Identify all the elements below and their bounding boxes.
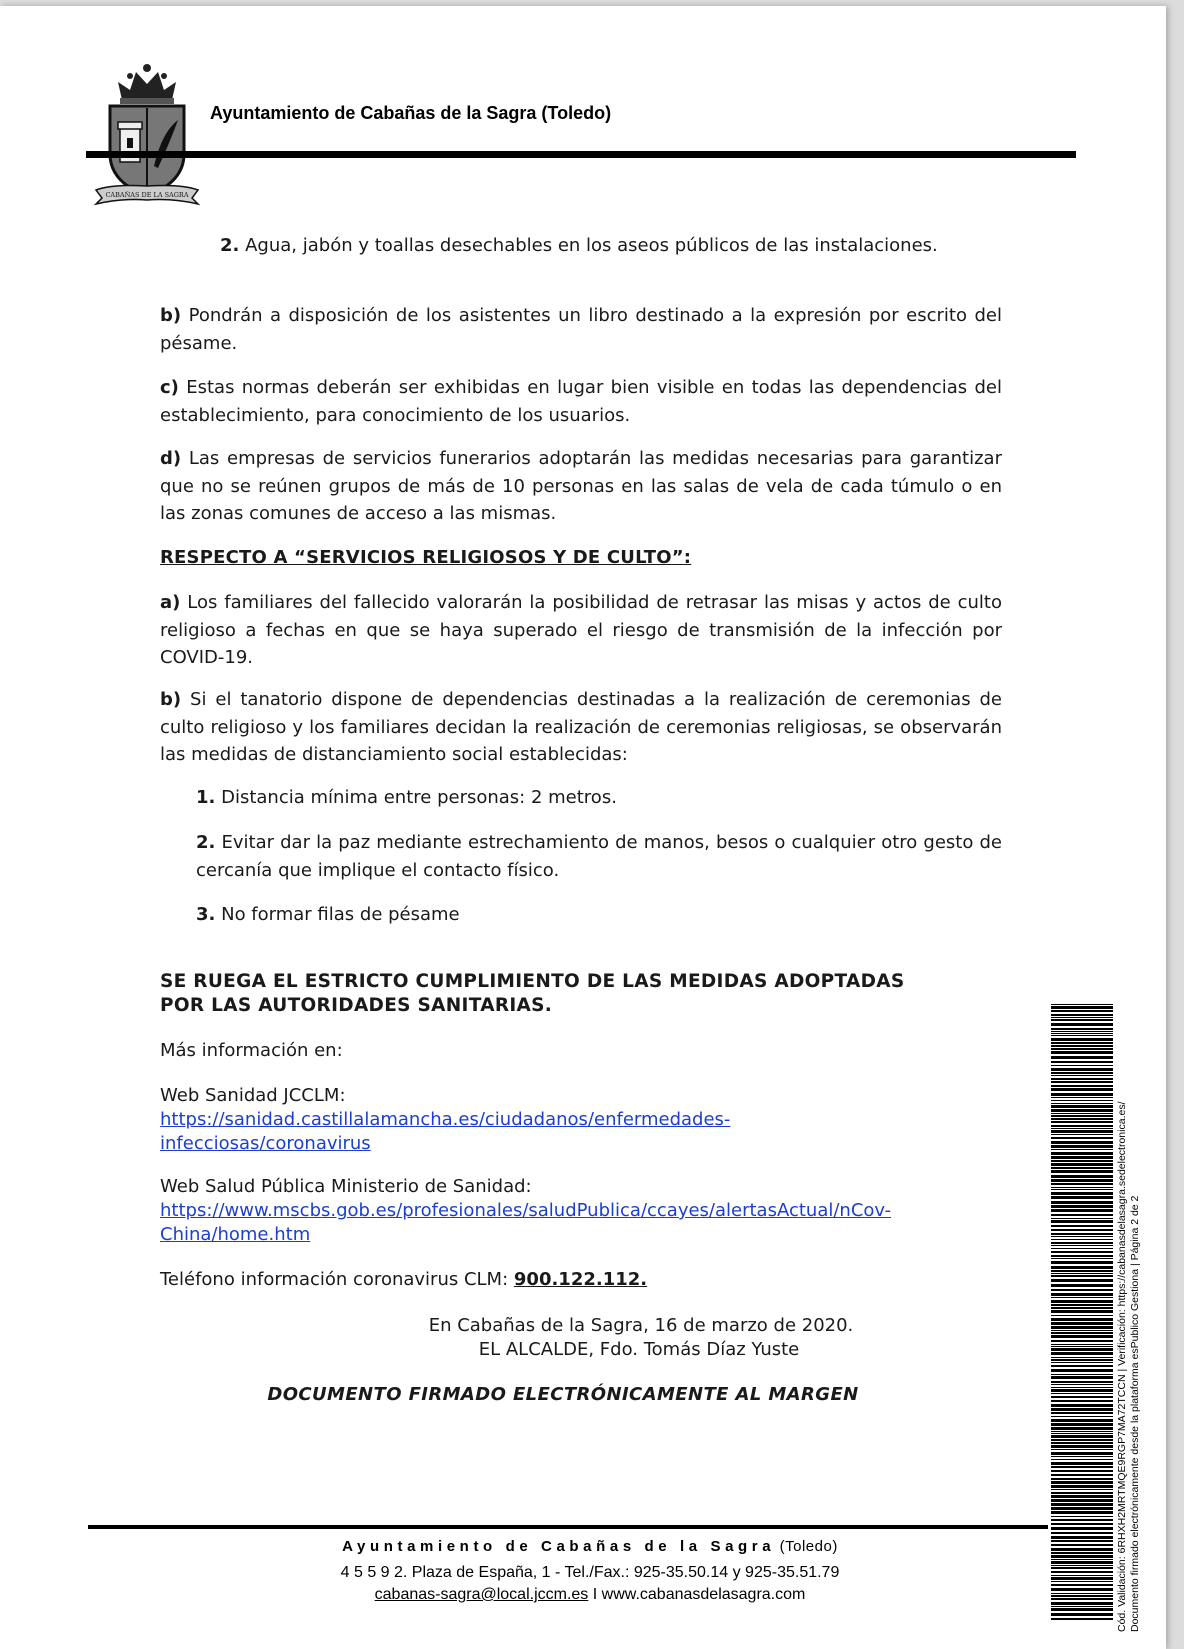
barcode-bar xyxy=(1051,1532,1113,1534)
jccm-label: Web Sanidad JCCLM: xyxy=(160,1085,346,1106)
barcode-bar xyxy=(1051,1593,1113,1594)
barcode-bar xyxy=(1051,1489,1113,1490)
barcode-bar xyxy=(1051,1205,1113,1208)
barcode-bar xyxy=(1051,1581,1113,1582)
paragraph-label: b) xyxy=(160,689,182,710)
barcode-bar xyxy=(1051,1081,1113,1083)
phone-number: 900.122.112. xyxy=(513,1269,648,1290)
barcode-bar xyxy=(1051,1365,1113,1367)
barcode-bar xyxy=(1051,1462,1113,1465)
barcode-bar xyxy=(1051,1523,1113,1525)
barcode-bar xyxy=(1051,1038,1113,1041)
barcode-bar xyxy=(1051,1078,1113,1080)
list-item-3 xyxy=(196,901,1002,929)
barcode-bar xyxy=(1051,1121,1113,1123)
barcode-bar xyxy=(1051,1470,1113,1472)
footer-website[interactable]: www.cabanasdelasagra.com xyxy=(601,1586,806,1603)
barcode-bar xyxy=(1051,1474,1113,1476)
barcode-bar xyxy=(1051,1503,1113,1506)
section-heading: RESPECTO A “SERVICIOS RELIGIOSOS Y DE CULTO”: xyxy=(160,547,692,568)
barcode-bar xyxy=(1051,1293,1113,1296)
ministry-link-part-1[interactable]: https://www.mscbs.gob.es/profesionales/saludPublica/ccayes/alertasActual/nCov- xyxy=(160,1200,892,1221)
footer-address: 4 5 5 9 2. Plaza de España, 1 - Tel./Fax.: 925-35.50.14 y 925-35.51.79 xyxy=(340,1564,840,1581)
paragraph-text: Las empresas de servicios funerarios adoptarán las medidas necesarias para garantizar que no se reúnen grupos de más de 10 personas en las salas de vela de cada túmulo o en las zonas comunes de acceso a las mismas. xyxy=(160,448,1002,524)
ministry-link[interactable] xyxy=(160,1199,1002,1247)
signed-notice: DOCUMENTO FIRMADO ELECTRÓNICAMENTE AL MARGEN xyxy=(267,1384,859,1405)
municipal-crest-logo xyxy=(92,62,202,208)
paragraph-label: b) xyxy=(160,305,182,326)
barcode-bar xyxy=(1051,1275,1113,1277)
barcode-bar xyxy=(1051,1559,1113,1560)
header-title: Ayuntamiento de Cabañas de la Sagra (Toledo) xyxy=(210,103,612,123)
barcode-bar xyxy=(1051,1289,1113,1291)
barcode-bar xyxy=(1051,1344,1113,1345)
barcode-bar xyxy=(1051,1552,1113,1554)
validation-stamp-line-2: Documento firmado electrónicamente desde la plataforma esPublico Gestiona | Página 2 de 2 xyxy=(1129,1195,1141,1632)
barcode-bar xyxy=(1051,1065,1113,1066)
barcode-bar xyxy=(1051,1023,1113,1026)
barcode-bar xyxy=(1051,1192,1113,1195)
barcode-bar xyxy=(1051,1141,1113,1144)
barcode-bar xyxy=(1051,1575,1113,1576)
barcode-bar xyxy=(1051,1393,1113,1394)
barcode-bar xyxy=(1051,1279,1113,1282)
paragraph-text: Si el tanatorio dispone de dependencias destinadas a la realización de ceremonias de culto religioso y los familiares decidan la realización de ceremonias religiosas, se observarán las medidas de distanciamiento social establecidas: xyxy=(160,689,1002,765)
barcode-bar xyxy=(1051,1340,1113,1342)
barcode-bar xyxy=(1051,1412,1113,1414)
barcode-bar xyxy=(1051,1555,1113,1558)
document-page xyxy=(0,6,1166,1649)
barcode-bar xyxy=(1051,1404,1113,1407)
barcode-bar xyxy=(1051,1125,1113,1127)
jccm-block xyxy=(160,1084,1002,1156)
barcode-bar xyxy=(1051,1561,1113,1564)
place-date: En Cabañas de la Sagra, 16 de marzo de 2020. xyxy=(428,1315,854,1336)
barcode-bar xyxy=(1051,1357,1113,1358)
barcode-bar xyxy=(1051,1233,1113,1235)
barcode-bar xyxy=(1051,1251,1113,1253)
barcode-bar xyxy=(1051,1014,1113,1016)
paragraph-text: Los familiares del fallecido valorarán la posibilidad de retrasar las misas y actos de culto religioso a fechas en que se haya superado el riesgo de transmisión de la infección por COVID-19. xyxy=(160,592,1002,668)
barcode-bar xyxy=(1051,1544,1113,1546)
barcode-bar xyxy=(1051,1584,1113,1586)
barcode-bar xyxy=(1051,1258,1113,1259)
barcode-bar xyxy=(1051,1466,1113,1468)
jccm-link-part-2[interactable]: infecciosas/coronavirus xyxy=(160,1133,371,1154)
paragraph-religious-b xyxy=(160,686,1002,769)
barcode-bar xyxy=(1051,1384,1113,1385)
barcode-bar xyxy=(1051,1374,1113,1375)
barcode-bar xyxy=(1051,1273,1113,1274)
barcode-bar xyxy=(1051,1242,1113,1244)
ministry-block xyxy=(160,1175,1002,1247)
barcode-bar xyxy=(1051,1035,1113,1036)
barcode-bar xyxy=(1051,1167,1113,1169)
barcode-bar xyxy=(1051,1255,1113,1257)
barcode-bar xyxy=(1051,1004,1113,1005)
barcode-bar xyxy=(1051,1048,1113,1050)
barcode-bar xyxy=(1051,1179,1113,1182)
barcode-bar xyxy=(1051,1348,1113,1351)
barcode-bar xyxy=(1051,1163,1113,1166)
barcode-bar xyxy=(1051,1442,1113,1444)
paragraph-label: c) xyxy=(160,377,179,398)
barcode-bar xyxy=(1051,1606,1113,1607)
barcode-bar xyxy=(1051,1376,1113,1379)
item-number: 1. xyxy=(196,787,216,808)
notice-line-1: SE RUEGA EL ESTRICTO CUMPLIMIENTO DE LAS MEDIDAS ADOPTADAS xyxy=(160,971,905,992)
ministry-label: Web Salud Pública Ministerio de Sanidad: xyxy=(160,1176,532,1197)
barcode-bar xyxy=(1051,1326,1113,1329)
barcode-bar xyxy=(1051,1229,1113,1231)
footer-contact-line xyxy=(200,1586,980,1604)
footer-separator: I xyxy=(592,1586,598,1603)
phone-label: Teléfono información coronavirus CLM: xyxy=(160,1269,509,1290)
barcode-bar xyxy=(1051,1389,1113,1392)
barcode-bar xyxy=(1051,1209,1113,1212)
barcode-bar xyxy=(1051,1017,1113,1018)
barcode-bar xyxy=(1051,1595,1113,1597)
barcode-bar xyxy=(1051,1481,1113,1484)
barcode-bar xyxy=(1051,1068,1113,1071)
barcode-bar xyxy=(1051,1115,1113,1117)
barcode-bar xyxy=(1051,1387,1113,1388)
barcode-bar xyxy=(1051,1335,1113,1338)
barcode-bar xyxy=(1051,1352,1113,1355)
barcode-bar xyxy=(1051,1492,1113,1494)
barcode-bar xyxy=(1051,1031,1113,1032)
barcode-bar xyxy=(1051,1369,1113,1372)
barcode-bar xyxy=(1051,1170,1113,1173)
barcode-bar xyxy=(1051,1075,1113,1076)
barcode-bar xyxy=(1051,1408,1113,1411)
barcode-bar xyxy=(1051,1598,1113,1600)
barcode-bar xyxy=(1051,1284,1113,1287)
barcode-bar xyxy=(1051,1088,1113,1091)
barcode-bar xyxy=(1051,1175,1113,1178)
barcode-bar xyxy=(1051,1495,1113,1498)
barcode-bar xyxy=(1051,1152,1113,1155)
paragraph-text: Pondrán a disposición de los asistentes un libro destinado a la expresión por escrito del pésame. xyxy=(160,305,1002,354)
barcode-bar xyxy=(1051,1427,1113,1430)
barcode-bar xyxy=(1051,1396,1113,1398)
barcode-bar xyxy=(1051,1419,1113,1422)
barcode-bar xyxy=(1051,1189,1113,1190)
barcode-bar xyxy=(1051,1187,1113,1188)
barcode-bar xyxy=(1051,1445,1113,1448)
barcode-bar xyxy=(1051,1300,1113,1303)
barcode-bar xyxy=(1051,1051,1113,1054)
barcode-bar xyxy=(1051,1236,1113,1237)
barcode-bar xyxy=(1051,1362,1113,1363)
paragraph-b xyxy=(160,302,1002,357)
barcode-bar xyxy=(1051,1304,1113,1306)
item-text: Agua, jabón y toallas desechables en los aseos públicos de las instalaciones. xyxy=(245,235,938,256)
barcode-bar xyxy=(1051,1511,1113,1514)
item-number: 2. xyxy=(196,832,216,853)
paragraph-religious-a xyxy=(160,589,1002,672)
barcode-bar xyxy=(1051,1519,1113,1521)
paragraph-label: d) xyxy=(160,448,182,469)
barcode-bar xyxy=(1051,1118,1113,1120)
footer-org-name: Ayuntamiento de Cabañas de la Sagra xyxy=(342,1538,776,1555)
barcode-bar xyxy=(1051,1128,1113,1129)
barcode-bar xyxy=(1051,1416,1113,1417)
barcode-bar xyxy=(1051,1270,1113,1272)
signatory: EL ALCALDE, Fdo. Tomás Díaz Yuste xyxy=(478,1339,800,1360)
footer-divider xyxy=(88,1525,1048,1529)
barcode-bar xyxy=(1051,1400,1113,1402)
barcode-bar xyxy=(1051,1105,1113,1108)
barcode-bar xyxy=(1051,1006,1113,1009)
barcode-bar xyxy=(1051,1307,1113,1309)
barcode-bar xyxy=(1051,1423,1113,1426)
barcode-bar xyxy=(1051,1310,1113,1313)
barcode-bar xyxy=(1051,1196,1113,1199)
barcode-bar xyxy=(1051,1536,1113,1539)
barcode-bar xyxy=(1051,1214,1113,1216)
barcode-bar xyxy=(1051,1507,1113,1510)
barcode-bar xyxy=(1051,1548,1113,1551)
jccm-link[interactable] xyxy=(160,1108,1002,1156)
barcode-bar xyxy=(1051,1218,1113,1219)
jccm-link-part-1[interactable]: https://sanidad.castillalamancha.es/ciudadanos/enfermedades- xyxy=(160,1109,731,1130)
barcode-bar xyxy=(1051,1516,1113,1517)
footer-org-line xyxy=(200,1538,980,1556)
barcode-bar xyxy=(1051,1602,1113,1605)
barcode-bar xyxy=(1051,1019,1113,1021)
barcode-bar xyxy=(1051,1478,1113,1480)
barcode-bar xyxy=(1051,1061,1113,1063)
barcode-bar xyxy=(1051,1248,1113,1249)
barcode-bar xyxy=(1051,1618,1113,1620)
barcode-bar xyxy=(1051,1433,1113,1434)
barcode-bar xyxy=(1051,1100,1113,1101)
footer-org-region: (Toledo) xyxy=(779,1538,838,1555)
barcode-bar xyxy=(1051,1085,1113,1087)
barcode-bar xyxy=(1051,1315,1113,1316)
barcode-bar xyxy=(1051,1245,1113,1246)
list-item-1 xyxy=(196,784,1002,812)
barcode-bar xyxy=(1051,1565,1113,1566)
barcode-bar xyxy=(1051,1381,1113,1383)
barcode-bar xyxy=(1051,1452,1113,1455)
validation-barcode xyxy=(1051,1004,1113,1624)
footer-email-link[interactable]: cabanas-sagra@local.jccm.es xyxy=(374,1586,589,1603)
list-item-2 xyxy=(160,232,1002,260)
item-text: Distancia mínima entre personas: 2 metros. xyxy=(221,787,617,808)
barcode-bar xyxy=(1051,1072,1113,1074)
barcode-bar xyxy=(1051,1056,1113,1059)
barcode-bar xyxy=(1051,1588,1113,1591)
item-text: Evitar dar la paz mediante estrechamiento de manos, besos o cualquier otro gesto de cercanía que implique el contacto físico. xyxy=(196,832,1002,881)
barcode-bar xyxy=(1051,1322,1113,1325)
barcode-bar xyxy=(1051,1130,1113,1133)
barcode-bar xyxy=(1051,1109,1113,1112)
barcode-bar xyxy=(1051,1318,1113,1321)
barcode-bar xyxy=(1051,1571,1113,1573)
barcode-bar xyxy=(1051,1042,1113,1044)
item-text: No formar filas de pésame xyxy=(221,904,460,925)
barcode-bar xyxy=(1051,1261,1113,1264)
barcode-bar xyxy=(1051,1097,1113,1098)
barcode-bar xyxy=(1051,1332,1113,1334)
more-info-label: Más información en: xyxy=(160,1040,343,1061)
barcode-bar xyxy=(1051,1045,1113,1047)
barcode-bar xyxy=(1051,1201,1113,1204)
barcode-bar xyxy=(1051,1613,1113,1616)
barcode-bar xyxy=(1051,1297,1113,1298)
barcode-bar xyxy=(1051,1527,1113,1530)
barcode-bar xyxy=(1051,1608,1113,1611)
barcode-bar xyxy=(1051,1145,1113,1148)
barcode-bar xyxy=(1051,1160,1113,1162)
phone-line xyxy=(160,1266,1002,1294)
paragraph-d xyxy=(160,445,1002,528)
validation-stamp xyxy=(1116,1012,1142,1632)
barcode-bar xyxy=(1051,1183,1113,1185)
barcode-bar xyxy=(1051,1346,1113,1347)
barcode-bar xyxy=(1051,1220,1113,1223)
barcode-bar xyxy=(1051,1134,1113,1135)
barcode-bar xyxy=(1051,1499,1113,1502)
barcode-bar xyxy=(1051,1439,1113,1441)
paragraph-text: Estas normas deberán ser exhibidas en lugar bien visible en todas las dependencias del establecimiento, para conocimiento de los usuarios. xyxy=(160,377,1002,426)
barcode-bar xyxy=(1051,1456,1113,1457)
validation-stamp-line-1: Cód. Validación: 6RHXH2MRTMQE9RGP7MA72TCCN | Verificación: https://cabanasdelasagra.sedelectronica.es/ xyxy=(1116,1101,1128,1632)
barcode-bar xyxy=(1051,1431,1113,1432)
barcode-bar xyxy=(1051,1149,1113,1150)
barcode-bar xyxy=(1051,1113,1113,1114)
item-number: 3. xyxy=(196,904,216,925)
barcode-bar xyxy=(1051,1093,1113,1096)
ministry-link-part-2[interactable]: China/home.htm xyxy=(160,1224,311,1245)
svg-text:CABAÑAS DE LA SAGRA: CABAÑAS DE LA SAGRA xyxy=(105,191,189,199)
barcode-bar xyxy=(1051,1103,1113,1104)
item-number: 2. xyxy=(220,235,240,256)
barcode-bar xyxy=(1051,1330,1113,1331)
barcode-bar xyxy=(1051,1225,1113,1227)
barcode-bar xyxy=(1051,1459,1113,1460)
barcode-bar xyxy=(1051,1485,1113,1488)
barcode-bar xyxy=(1051,1449,1113,1450)
barcode-bar xyxy=(1051,1010,1113,1012)
barcode-bar xyxy=(1051,1266,1113,1269)
barcode-bar xyxy=(1051,1577,1113,1580)
notice-line-2: POR LAS AUTORIDADES SANITARIAS. xyxy=(160,995,553,1016)
barcode-bar xyxy=(1051,1435,1113,1438)
barcode-bar xyxy=(1051,1567,1113,1569)
barcode-bar xyxy=(1051,1033,1113,1034)
barcode-bar xyxy=(1051,1540,1113,1542)
barcode-bar xyxy=(1051,1239,1113,1240)
list-item-2-distancing xyxy=(196,829,1002,884)
paragraph-label: a) xyxy=(160,592,181,613)
barcode-bar xyxy=(1051,1156,1113,1159)
paragraph-c xyxy=(160,374,1002,429)
barcode-bar xyxy=(1051,1359,1113,1361)
header-divider xyxy=(86,151,1076,158)
barcode-bar xyxy=(1051,1137,1113,1139)
barcode-bar xyxy=(1051,1028,1113,1030)
